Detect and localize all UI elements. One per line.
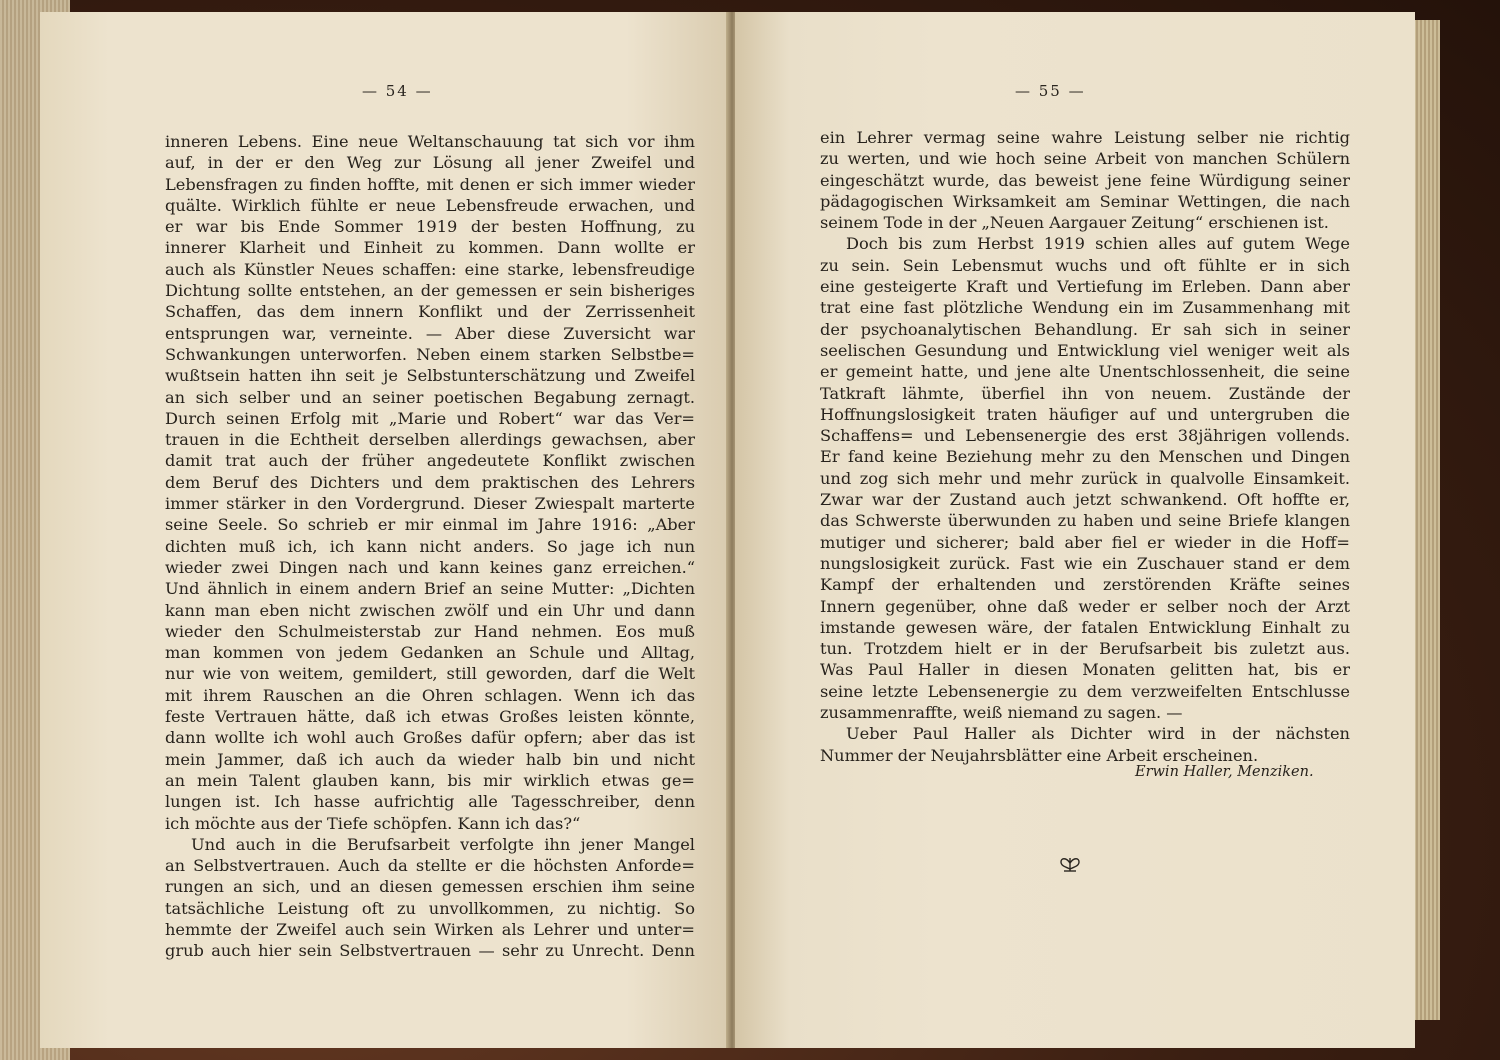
text-line: lungen ist. Ich hasse aufrichtig alle Tagesschreiber, denn [165,792,695,812]
floral-ornament-icon [1058,854,1082,874]
text-line: ein Lehrer vermag seine wahre Leistung selber nie richtig [820,128,1350,147]
left-page-text [165,131,695,962]
text-line: mutiger und sicherer; bald aber fiel er wieder in die Hoff= [820,532,1350,552]
text-line: mein Jammer, daß ich auch da wieder halb bin und nicht [165,749,695,769]
text-line: zu werten, und wie hoch seine Arbeit von manchen Schülern [820,149,1350,169]
text-line: hemmte der Zweifel auch sein Wirken als Lehrer und unter= [165,919,695,939]
text-line: entsprungen war, verneinte. — Aber diese Zuversicht war [165,323,695,343]
text-line: feste Vertrauen hätte, daß ich etwas Großes leisten könnte, [165,707,695,727]
text-line: er war bis Ende Sommer 1919 der besten Hoffnung, zu [165,217,695,237]
text-line: tatsächliche Leistung oft zu unvollkommen, zu nichtig. So [165,898,695,918]
text-line: er gemeint hatte, und jene alte Unentschlossenheit, die seine [820,362,1350,382]
text-line: seine Seele. So schrieb er mir einmal im Jahre 1916: „Aber [165,515,695,535]
text-line: quälte. Wirklich fühlte er neue Lebensfreude erwachen, und [165,195,695,215]
text-line: Schwankungen unterworfen. Neben einem starken Selbstbe= [165,344,695,364]
page-number-right: — 55 — [1015,82,1086,100]
text-line: seinem Tode in der „Neuen Aargauer Zeitung“ erschienen ist. [820,213,1329,233]
text-line: trauen in die Echtheit derselben allerdings gewachsen, aber [165,430,695,450]
text-line: auf, in der er den Weg zur Lösung all jener Zweifel und [165,153,695,173]
text-line: das Schwerste überwunden zu haben und seine Briefe klangen [820,511,1350,531]
text-line: auch als Künstler Neues schaffen: eine starke, lebensfreudige [165,259,695,279]
text-line: inneren Lebens. Eine neue Weltanschauung tat sich vor ihm [165,132,695,151]
text-line: Und ähnlich in einem andern Brief an seine Mutter: „Dichten [165,579,695,599]
text-line: man kommen von jedem Gedanken an Schule und Alltag, [165,643,695,663]
text-line: Dichtung sollte entstehen, an der gemessen er sein bisheriges [165,281,695,301]
text-line: Durch seinen Erfolg mit „Marie und Robert“ war das Ver= [165,408,695,428]
text-line: dann wollte ich wohl auch Großes dafür opfern; aber das ist [165,728,695,748]
text-line: Er fand keine Beziehung mehr zu den Menschen und Dingen [820,447,1350,467]
page-number-left: — 54 — [362,82,433,100]
author-signature: Erwin Haller, Menziken. [1135,764,1314,780]
text-line: eingeschätzt wurde, das beweist jene feine Würdigung seiner [820,170,1350,190]
text-line: imstande gewesen wäre, der fatalen Entwicklung Einhalt zu [820,617,1350,637]
text-line: Ueber Paul Haller als Dichter wird in der nächsten [846,724,1350,744]
text-line: tun. Trotzdem hielt er in der Berufsarbeit bis zuletzt aus. [820,639,1350,659]
text-line: zusammenraffte, weiß niemand zu sagen. — [820,703,1183,723]
text-line: Und auch in die Berufsarbeit verfolgte ihn jener Mangel [191,834,695,854]
text-line: Schaffens= und Lebensenergie des erst 38jährigen vollends. [820,426,1350,446]
text-line: mit ihrem Rauschen an die Ohren schlagen. Wenn ich das [165,685,695,705]
text-line: Nummer der Neujahrsblätter eine Arbeit erscheinen. [820,745,1259,765]
left-page [40,12,730,1048]
text-line: an Selbstvertrauen. Auch da stellte er die höchsten Anforde= [165,856,695,876]
text-line: wieder den Schulmeisterstab zur Hand nehmen. Eos muß [165,621,695,641]
text-line: an sich selber und an seiner poetischen Begabung zernagt. [165,387,695,407]
text-line: an mein Talent glauben kann, bis mir wirklich etwas ge= [165,770,695,790]
text-line: nur wie von weitem, gemildert, still geworden, darf die Welt [165,664,695,684]
text-line: kann man eben nicht zwischen zwölf und ein Uhr und dann [165,600,695,620]
right-page-text [820,127,1350,766]
text-line: dem Beruf des Dichters und dem praktischen des Lehrers [165,472,695,492]
text-line: immer stärker in den Vordergrund. Dieser Zwiespalt marterte [165,494,695,514]
text-line: rungen an sich, und an diesen gemessen erschien ihm seine [165,877,695,897]
text-line: ich möchte aus der Tiefe schöpfen. Kann ich das?“ [165,813,581,833]
text-line: dichten muß ich, ich kann nicht anders. So jage ich nun [165,536,695,556]
right-page [735,12,1415,1048]
text-line: pädagogischen Wirksamkeit am Seminar Wettingen, die nach [820,191,1350,211]
text-line: wußtsein hatten ihn seit je Selbstunterschätzung und Zweifel [165,366,695,386]
text-line: seine letzte Lebensenergie zu dem verzweifelten Entschlusse [820,681,1350,701]
text-line: trat eine fast plötzliche Wendung ein im Zusammenhang mit [820,298,1350,318]
text-line: zu sein. Sein Lebensmut wuchs und oft fühlte er in sich [820,255,1350,275]
text-line: Kampf der erhaltenden und zerstörenden Kräfte seines [820,575,1350,595]
text-line: grub auch hier sein Selbstvertrauen — sehr zu Unrecht. Denn [165,941,695,961]
text-line: der psychoanalytischen Behandlung. Er sah sich in seiner [820,319,1350,339]
text-line: Lebensfragen zu finden hoffte, mit denen er sich immer wieder [165,174,695,194]
text-line: Was Paul Haller in diesen Monaten gelitten hat, bis er [820,660,1350,680]
text-line: Schaffen, das dem innern Konflikt und der Zerrissenheit [165,302,695,322]
text-line: seelischen Gesundung und Entwicklung viel weniger weit als [820,340,1350,360]
text-line: Doch bis zum Herbst 1919 schien alles auf gutem Wege [846,234,1350,254]
text-line: Innern gegenüber, ohne daß weder er selber noch der Arzt [820,596,1350,616]
text-line: eine gesteigerte Kraft und Vertiefung im Erleben. Dann aber [820,277,1350,297]
text-line: und zog sich mehr und mehr zurück in qualvolle Einsamkeit. [820,468,1350,488]
text-line: Tatkraft lähmte, überfiel ihn von neuem. Zustände der [820,383,1350,403]
text-line: Zwar war der Zustand auch jetzt schwankend. Oft hoffte er, [820,490,1350,510]
text-line: nungslosigkeit zurück. Fast wie ein Zuschauer stand er dem [820,553,1350,573]
text-line: damit trat auch der früher angedeutete Konflikt zwischen [165,451,695,471]
text-line: wieder zwei Dingen nach und kann keines ganz erreichen.“ [165,557,695,577]
text-line: Hoffnungslosigkeit traten häufiger auf und untergruben die [820,404,1350,424]
text-line: innerer Klarheit und Einheit zu kommen. Dann wollte er [165,238,695,258]
